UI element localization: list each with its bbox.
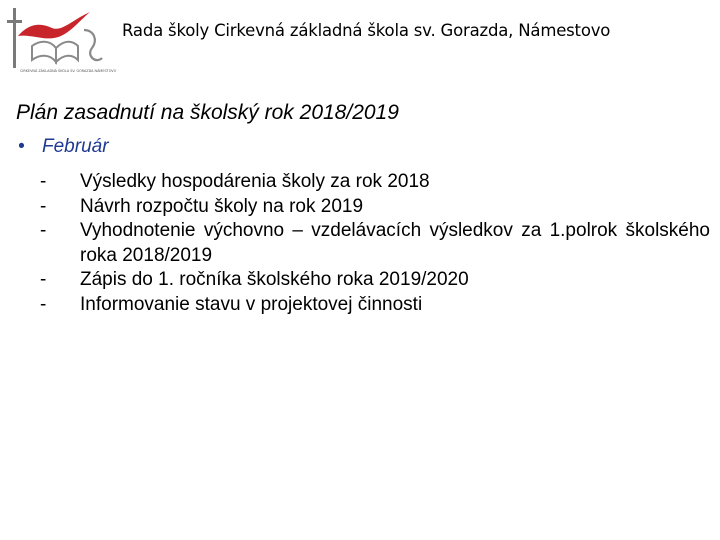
slide-title: Plán zasadnutí na školský rok 2018/2019 bbox=[16, 101, 399, 124]
list-item-text: Zápis do 1. ročníka školského roka 2019/2020 bbox=[80, 269, 469, 290]
list-dash: - bbox=[40, 269, 47, 290]
list-item bbox=[40, 268, 710, 293]
list-item bbox=[40, 293, 710, 318]
list-dash: - bbox=[40, 195, 47, 217]
header-title: Rada školy Cirkevná základná škola sv. Gorazda, Námestovo bbox=[122, 21, 611, 40]
list-item bbox=[40, 170, 710, 195]
list-dash: - bbox=[40, 171, 47, 192]
list-dash: - bbox=[40, 293, 47, 315]
svg-text:CIRKEVNÁ ZÁKLADNÁ ŠKOLA SV. GO: CIRKEVNÁ ZÁKLADNÁ ŠKOLA SV. GORAZDA NÁMESTOVO bbox=[20, 69, 117, 73]
list-item bbox=[40, 195, 710, 220]
section-label: Február bbox=[42, 136, 109, 157]
section-heading bbox=[18, 136, 109, 158]
school-logo bbox=[6, 6, 117, 76]
list-item-text: Výsledky hospodárenia školy za rok 2018 bbox=[80, 171, 430, 192]
list-item-text: Vyhodnotenie výchovno – vzdelávacích výsledkov za 1.polrok školského roka 2018/2019 bbox=[80, 220, 710, 266]
list-dash: - bbox=[40, 220, 47, 241]
section-bullet: • bbox=[18, 136, 25, 157]
agenda-list bbox=[40, 170, 710, 317]
list-item-text: Informovanie stavu v projektovej činnosti bbox=[80, 293, 423, 315]
logo-caption bbox=[6, 6, 117, 76]
list-item-text: Návrh rozpočtu školy na rok 2019 bbox=[80, 195, 364, 217]
list-item bbox=[40, 219, 710, 268]
